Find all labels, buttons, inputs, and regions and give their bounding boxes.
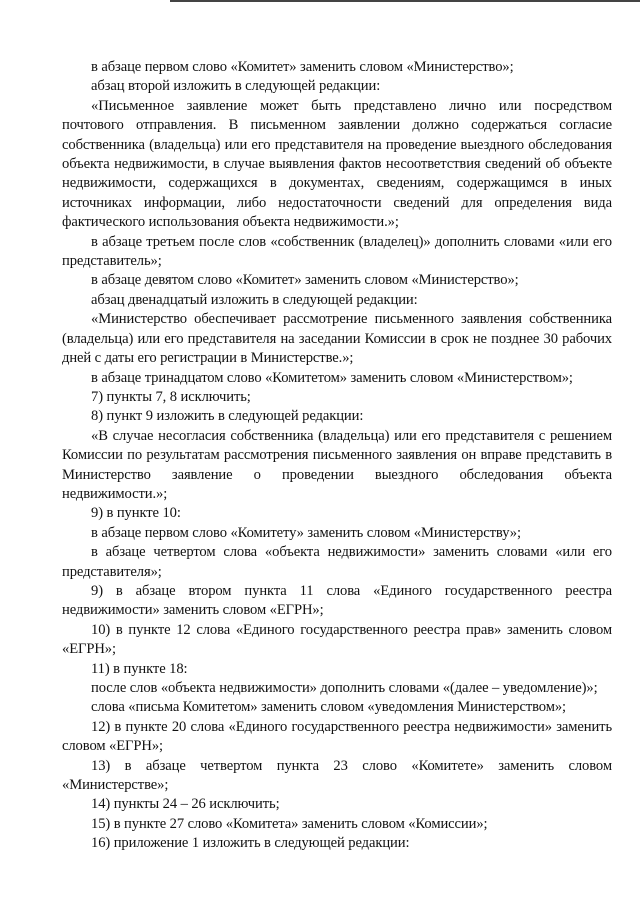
paragraph: 9) в пункте 10:	[91, 505, 181, 522]
paragraph: 16) приложение 1 изложить в следующей редакции:	[91, 835, 410, 852]
top-border-line	[170, 0, 640, 2]
paragraph: в абзаце четвертом слова «объекта недвижимости» заменить словами «или его представителя»;	[62, 544, 612, 580]
document-page	[62, 58, 612, 854]
paragraph: 13) в абзаце четвертом пункта 23 слово «Комитете» заменить словом «Министерстве»;	[62, 757, 612, 794]
paragraph: 12) в пункте 20 слова «Единого государственного реестра недвижимости» заменить словом «ЕГРН»;	[62, 718, 612, 755]
paragraph: 10) в пункте 12 слова «Единого государственного реестра прав» заменить словом «ЕГРН»;	[62, 621, 612, 658]
paragraph: 7) пункты 7, 8 исключить;	[91, 388, 251, 405]
paragraph: в абзаце девятом слово «Комитет» заменить словом «Министерство»;	[91, 272, 519, 289]
paragraph: после слов «объекта недвижимости» дополнить словами «(далее – уведомление)»;	[91, 680, 598, 696]
paragraph: 9) в абзаце втором пункта 11 слова «Единого государственного реестра недвижимости» заменить словом «ЕГРН»;	[62, 582, 612, 619]
paragraph: «Письменное заявление может быть представлено лично или посредством почтового отправления. В письменном заявлении должно содержаться согласие собственника (владельца) или его представителя на проведение выездного обследования объекта недвижимости, в случае выявления фактов несоответствия сведений об объекте недвижимости, содержащихся в документах, сведениям, содержащимся в иных источниках информации, либо недостаточности сведений для определения вида фактического использования объекта недвижимости.»;	[62, 97, 612, 231]
paragraph: в абзаце первом слово «Комитету» заменить словом «Министерству»;	[91, 524, 521, 541]
paragraph: слова «письма Комитетом» заменить словом «уведомления Министерством»;	[91, 699, 566, 716]
paragraph: 14) пункты 24 – 26 исключить;	[91, 796, 280, 813]
paragraph: «Министерство обеспечивает рассмотрение письменного заявления собственника (владельца) или его представителя на заседании Комиссии в срок не позднее 30 рабочих дней с даты его регистрации в Министерстве.»;	[62, 311, 612, 367]
paragraph: 11) в пункте 18:	[91, 660, 188, 677]
paragraph: в абзаце первом слово «Комитет» заменить словом «Министерство»;	[91, 59, 514, 75]
paragraph: 8) пункт 9 изложить в следующей редакции:	[91, 408, 364, 425]
paragraph: в абзаце третьем после слов «собственник (владелец)» дополнить словами «или его представитель»;	[62, 233, 612, 270]
paragraph: в абзаце тринадцатом слово «Комитетом» заменить словом «Министерством»;	[91, 369, 573, 386]
paragraph: «В случае несогласия собственника (владельца) или его представителя с решением Комиссии по результатам рассмотрения письменного заявления он вправе представить в Министерство заявление о проведении выездного обследования объекта недвижимости.»;	[62, 427, 612, 502]
paragraph: абзац двенадцатый изложить в следующей редакции:	[91, 291, 418, 308]
paragraph: абзац второй изложить в следующей редакции:	[91, 78, 381, 95]
paragraph: 15) в пункте 27 слово «Комитета» заменить словом «Комиссии»;	[91, 815, 488, 832]
